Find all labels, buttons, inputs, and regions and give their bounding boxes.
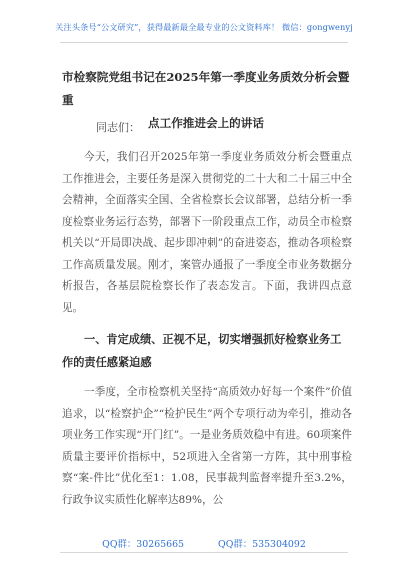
document-title-line1: 市检察院党组书记在2025年第一季度业务质效分析会暨重	[62, 70, 350, 107]
section-heading: 一、肯定成绩、正视不足，切实增强抓好检察业务工作的责任感紧迫感	[62, 332, 342, 369]
footer-divider	[60, 552, 348, 553]
paragraph-body: 一季度，全市检察机关坚持“高质效办好每一个案件”价值追求，以“检察护企”“检护民生”两个专项行动为牵引，推动各项业务工作实现“开门红”。一是业务质效稳中有进。60项案件质量主要评价指标中，52项进入全省第一方阵，其中刑事检察“案-件比”优化至1：1.08，民事裁判监督率提升至3.2%，行政争议实质性化解率达89%，公	[62, 386, 352, 506]
footer	[0, 536, 408, 550]
header-note: 关注头条号“公文研究”，获得最新最全最专业的公文资料库！ 微信：gongwenyj	[55, 22, 353, 32]
paragraph-intro: 今天，我们召开2025年第一季度业务质效分析会暨重点工作推进会，主要任务是深入贯彻党的二十大和二十届三中全会精神，全面落实全国、全省检察长会议部署，总结分析一季度检察业务运行态势，部署下一阶段重点工作，动员全市检察机关以“开局即决战、起步即冲刺”的奋进姿态，推动各项检察工作高质量发展。刚才，案管办通报了一季度全市业务数据分析报告，各基层院检察长作了表态发言。下面，我讲四点意见。	[62, 151, 352, 314]
footer-qq-group-2: QQ群：535304092	[218, 539, 306, 550]
footer-qq-group-1: QQ群：30265665	[102, 539, 185, 550]
document-title-line2: 点工作推进会上的讲话	[148, 116, 264, 130]
header-divider	[60, 42, 348, 43]
salutation: 同志们：	[96, 121, 140, 134]
